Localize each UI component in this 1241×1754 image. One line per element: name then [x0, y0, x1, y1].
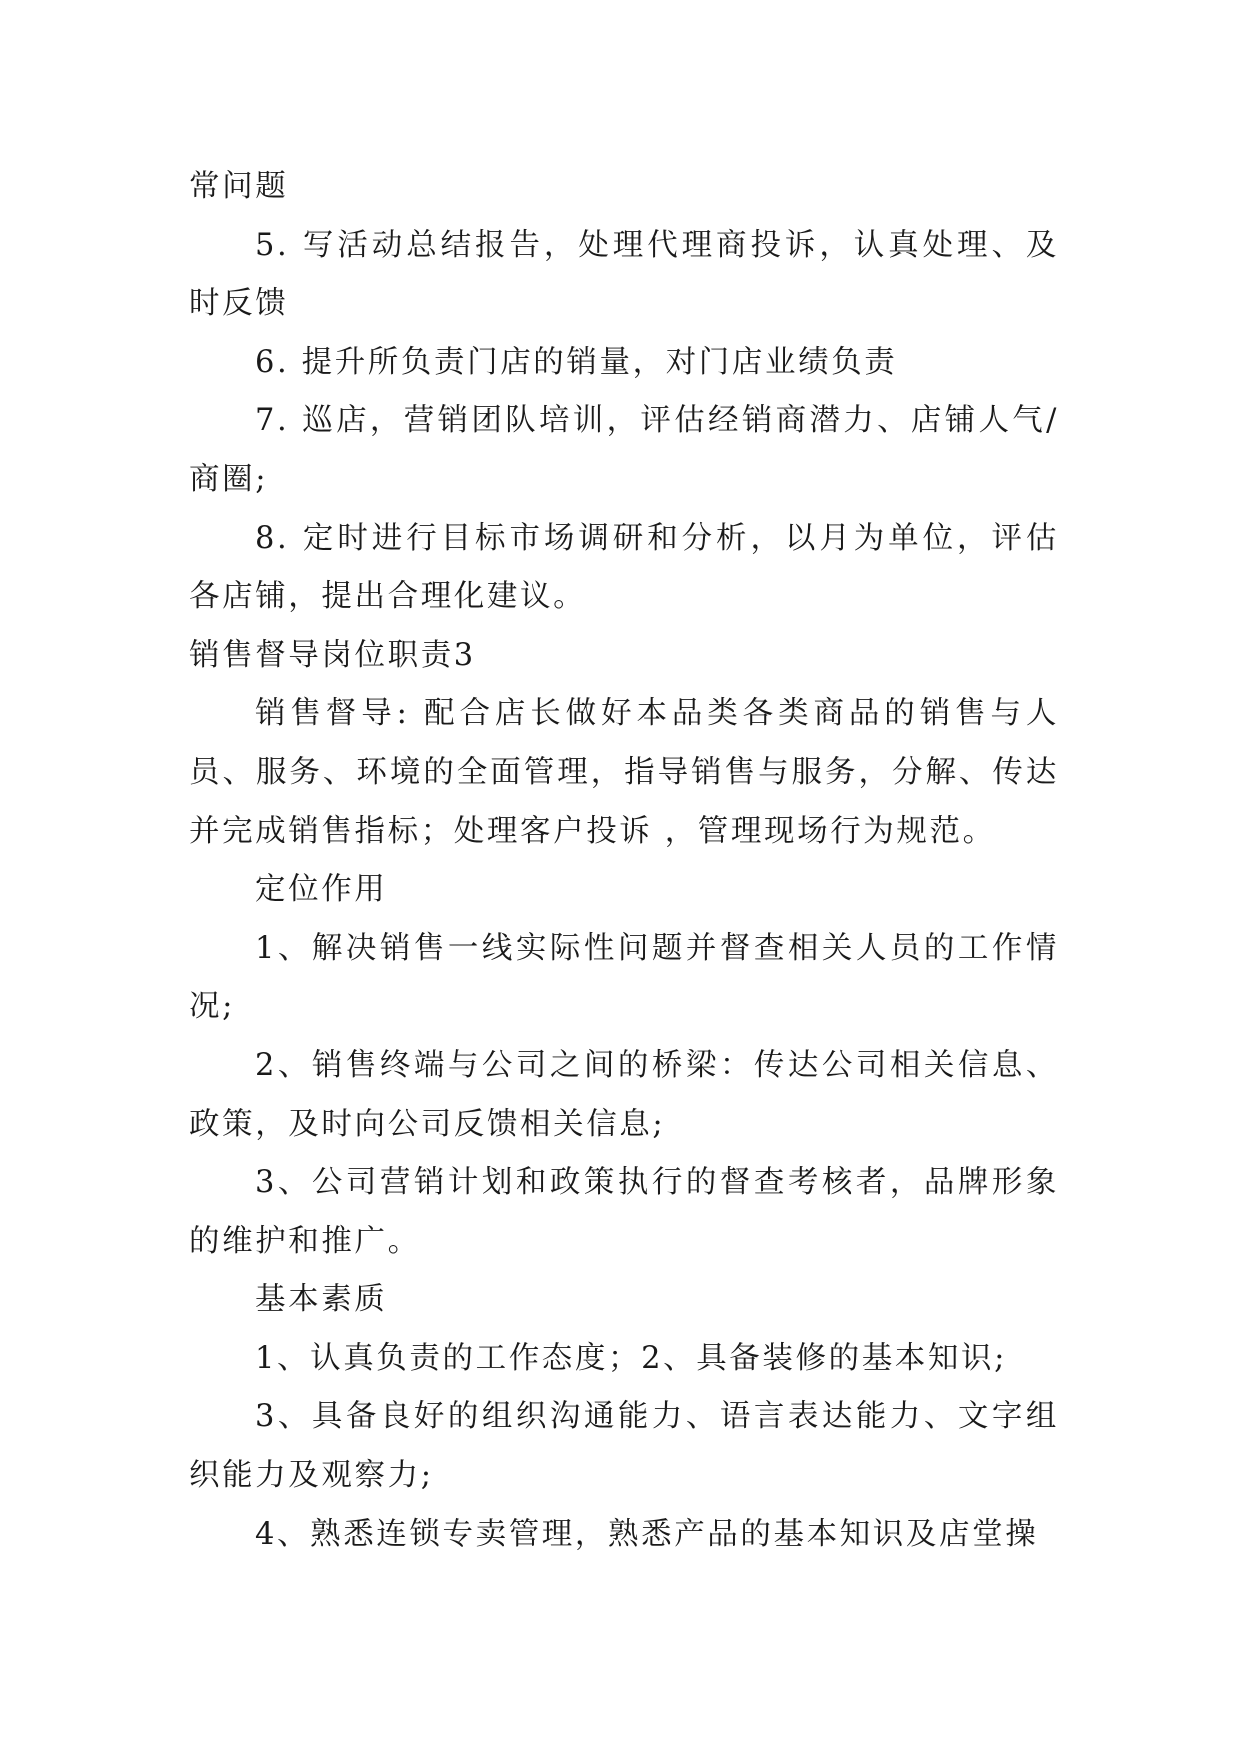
subheading-positioning: 定位作用 — [255, 872, 388, 908]
document-body — [189, 158, 1059, 1564]
list-item-5: 5. 写活动总结报告，处理代理商投诉，认真处理、及时反馈 — [189, 227, 1059, 322]
list-item-6: 6. 提升所负责门店的销量，对门店业绩负责 — [255, 344, 898, 380]
positioning-item-2: 2、销售终端与公司之间的桥梁：传达公司相关信息、政策，及时向公司反馈相关信息; — [189, 1047, 1059, 1142]
positioning-item-3: 3、公司营销计划和政策执行的督查考核者，品牌形象的维护和推广。 — [189, 1165, 1059, 1259]
quality-item-4: 4、熟悉连锁专卖管理，熟悉产品的基本知识及店堂操 — [255, 1516, 1039, 1552]
quality-item-1-2: 1、认真负责的工作态度；2、具备装修的基本知识; — [255, 1340, 1007, 1376]
list-item-8: 8. 定时进行目标市场调研和分析，以月为单位，评估各店铺，提出合理化建议。 — [189, 520, 1059, 615]
list-item-7: 7. 巡店，营销团队培训，评估经销商潜力、店铺人气/商圈; — [189, 403, 1059, 497]
section-heading: 销售督导岗位职责3 — [189, 637, 476, 673]
quality-item-3: 3、具备良好的组织沟通能力、语言表达能力、文字组织能力及观察力; — [189, 1399, 1059, 1494]
role-definition: 销售督导: 配合店长做好本品类各类商品的销售与人员、服务、环境的全面管理，指导销售与服务，分解、传达并完成销售指标；处理客户投诉 ，管理现场行为规范。 — [189, 696, 1059, 849]
positioning-item-1: 1、解决销售一线实际性问题并督查相关人员的工作情况; — [189, 930, 1059, 1025]
paragraph-continuation: 常问题 — [189, 169, 289, 204]
subheading-qualities: 基本素质 — [255, 1282, 388, 1318]
